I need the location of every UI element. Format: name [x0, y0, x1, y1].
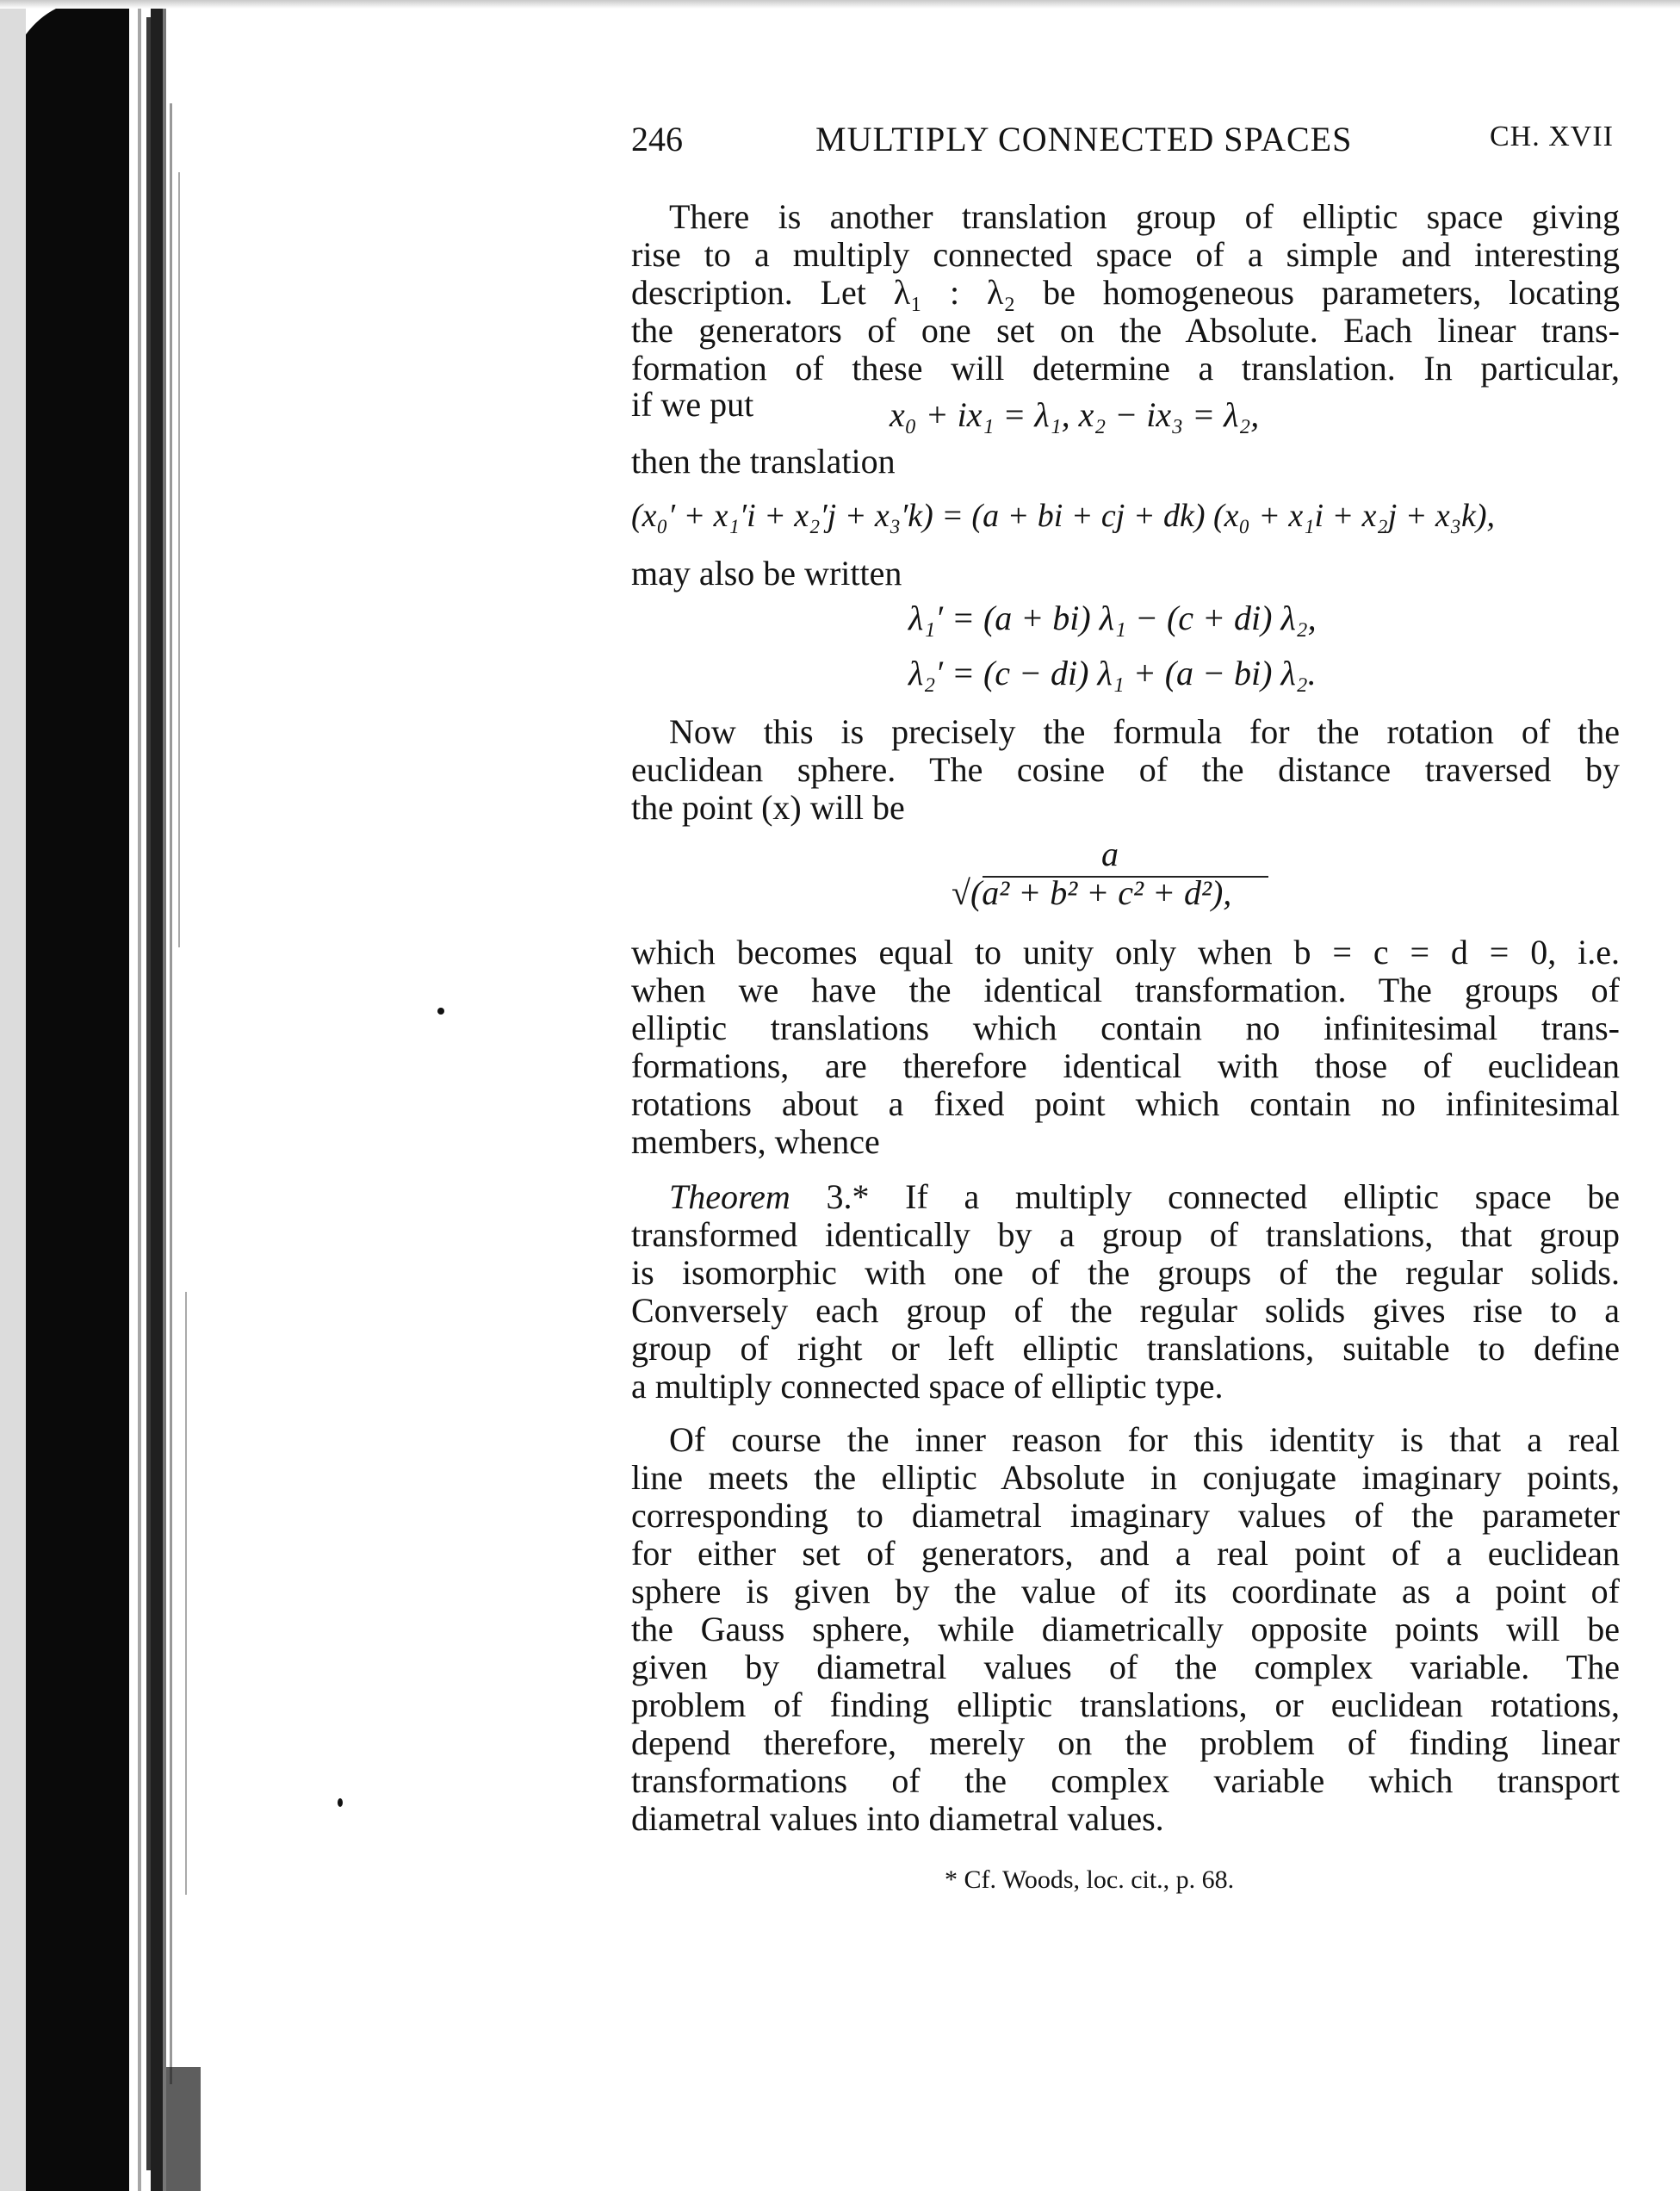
page-number: 246 — [631, 120, 683, 158]
text-line: elliptic translations which contain no infinitesimal trans- — [631, 1009, 1620, 1047]
book-spine-shadow — [0, 0, 151, 2191]
theorem-label: Theorem — [669, 1177, 790, 1216]
text-line: for either set of generators, and a real point of a euclidean — [631, 1534, 1620, 1573]
book-page — [631, 0, 1620, 2191]
text-line: the Gauss sphere, while diametrically opposite points will be — [631, 1610, 1620, 1648]
text-line: may also be written — [631, 554, 902, 593]
theorem-line: Conversely each group of the regular solids gives rise to a — [631, 1291, 1620, 1330]
theorem-text: 3.* If a multiply connected elliptic space be — [826, 1177, 1621, 1216]
text-line: which becomes equal to unity only when b = c = d = 0, i.e. — [631, 933, 1620, 971]
text-line: euclidean sphere. The cosine of the distance traversed by — [631, 750, 1620, 789]
theorem-line — [631, 1177, 1621, 1216]
text-line: rotations about a fixed point which contain no infinitesimal — [631, 1084, 1620, 1123]
fraction-denominator: √(a² + b² + c² + d²), — [952, 873, 1232, 912]
theorem-line: transformed identically by a group of translations, that group — [631, 1215, 1620, 1254]
running-title: MULTIPLY CONNECTED SPACES — [815, 120, 1353, 158]
chapter-label: CH. XVII — [1490, 121, 1614, 152]
fraction-numerator: a — [1101, 835, 1119, 873]
text-line: when we have the identical transformation. The groups of — [631, 971, 1620, 1009]
equation-3b: λ₂′ = (c − di) λ₁ + (a − bi) λ₂. — [908, 654, 1317, 692]
speck — [437, 1008, 444, 1015]
equation-2: (x₀′ + x₁′i + x₂′j + x₃′k) = (a + bi + cj + dk) (x₀ + x₁i + x₂j + x₃k), — [631, 498, 1496, 534]
text-line: depend therefore, merely on the problem of finding linear — [631, 1723, 1620, 1762]
text-line: transformations of the complex variable which transport — [631, 1761, 1620, 1800]
text-line: There is another translation group of elliptic space giving — [669, 197, 1620, 236]
text-line: diametral values into diametral values. — [631, 1799, 1164, 1838]
text-line: the generators of one set on the Absolute. Each linear trans- — [631, 311, 1620, 350]
footnote: * Cf. Woods, loc. cit., p. 68. — [945, 1865, 1235, 1894]
text-line: line meets the elliptic Absolute in conjugate imaginary points, — [631, 1458, 1620, 1497]
text-line: then the translation — [631, 442, 896, 481]
spine-scan-artifact — [0, 0, 151, 2191]
text-line: Of course the inner reason for this identity is that a real — [669, 1420, 1620, 1459]
text-line: problem of finding elliptic translations, or euclidean rotations, — [631, 1685, 1620, 1724]
text-line: description. Let λ₁ : λ₂ be homogeneous parameters, locating — [631, 273, 1620, 312]
theorem-line: is isomorphic with one of the groups of the regular solids. — [631, 1253, 1620, 1292]
text-line: given by diametral values of the complex variable. The — [631, 1648, 1620, 1686]
text-line: if we put — [631, 385, 754, 424]
text-line: corresponding to diametral imaginary values of the parameter — [631, 1496, 1620, 1535]
text-line: Now this is precisely the formula for the rotation of the — [669, 712, 1620, 751]
text-line: formations, are therefore identical with those of euclidean — [631, 1046, 1620, 1085]
text-line: members, whence — [631, 1122, 880, 1161]
theorem-line: group of right or left elliptic translations, suitable to define — [631, 1329, 1620, 1368]
spine-edge-marks — [151, 0, 228, 2191]
text-line: formation of these will determine a translation. In particular, — [631, 349, 1620, 388]
speck — [338, 1798, 343, 1807]
text-line: rise to a multiply connected space of a simple and interesting — [631, 235, 1620, 274]
theorem-line: a multiply connected space of elliptic type. — [631, 1367, 1224, 1406]
equation-3a: λ₁′ = (a + bi) λ₁ − (c + di) λ₂, — [908, 599, 1317, 637]
equation-1: x₀ + ix₁ = λ₁, x₂ − ix₃ = λ₂, — [890, 395, 1260, 434]
text-line: sphere is given by the value of its coordinate as a point of — [631, 1572, 1620, 1611]
text-line: the point (x) will be — [631, 788, 905, 827]
